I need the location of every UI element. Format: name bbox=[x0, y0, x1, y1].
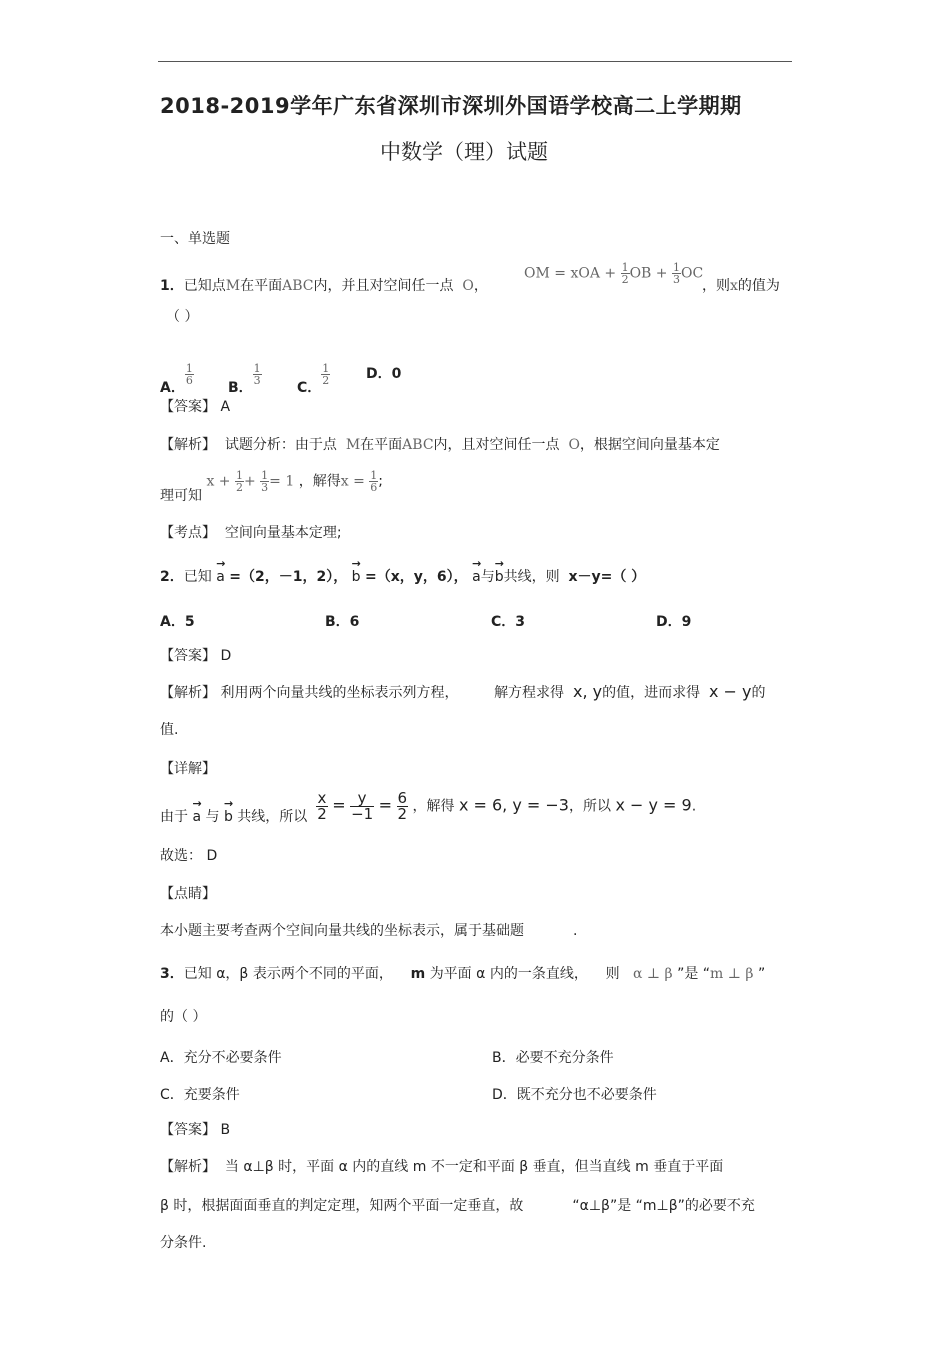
q1-option-b: B． $\frac{1}{3}$ bbox=[228, 362, 261, 396]
q1-comma: ， bbox=[473, 278, 488, 294]
q1-analysis-line-1: 【解析】 试题分析：由于点 M在平面ABC内，且对空间任一点 O，根据空间向量基本定 bbox=[160, 437, 720, 453]
q1-point-o: O bbox=[462, 278, 474, 294]
q3-analysis-line-1: 【解析】 当 α⊥β 时，平面 α 内的直线 m 不一定和平面 β 垂直，但当直线 m 垂直于平面 bbox=[160, 1159, 724, 1175]
q1-eq-part-c: OC bbox=[680, 265, 704, 282]
q2-option-a: A．5 bbox=[160, 614, 195, 630]
q2-analysis-line-2: 值. bbox=[160, 722, 179, 738]
q3-analysis-line-3: 分条件. bbox=[160, 1235, 207, 1251]
q3-answer: 【答案】 B bbox=[160, 1122, 231, 1138]
q2-option-b: B．6 bbox=[325, 614, 360, 630]
q2-note: 本小题主要考查两个空间向量共线的坐标表示，属于基础题 . bbox=[160, 923, 578, 939]
q2-frac-y: $\frac{y}{-1}$ bbox=[351, 789, 374, 823]
q2-answer: 【答案】 D bbox=[160, 648, 232, 664]
top-rule bbox=[158, 61, 792, 62]
q1-eq-part-b: OB + bbox=[629, 265, 668, 282]
q1-plane-abc: ABC bbox=[282, 278, 314, 294]
q1-stem-end bbox=[702, 275, 780, 295]
q3-option-d: D．既不充分也不必要条件 bbox=[492, 1087, 657, 1103]
section-heading: 一、单选题 bbox=[160, 231, 230, 247]
q2-vector-a: → a bbox=[216, 569, 225, 585]
q3-stem: 3．已知 α，β 表示两个不同的平面， m 为平面 α 内的一条直线， 则 α ⊥ β ”是 “m ⊥ β ” bbox=[160, 966, 766, 982]
q3-analysis-line-2: β 时，根据面面垂直的判定定理，知两个平面一定垂直，故 “α⊥β”是 “m⊥β”的必要不充 bbox=[160, 1198, 755, 1214]
q3-option-a: A．充分不必要条件 bbox=[160, 1050, 282, 1066]
q2-note-label: 【点睛】 bbox=[160, 886, 216, 902]
q2-stem: 2．已知 → a =（2，－1，2）， → b =（x，y，6）， → a与→ b共线，则 x－y=（ ） bbox=[160, 566, 645, 586]
q1-text-2: 在平面 bbox=[240, 278, 283, 294]
q1-paren: （ ） bbox=[166, 309, 199, 325]
q3-stem-end: 的（ ） bbox=[160, 1009, 207, 1025]
q1-option-c-fraction: $\frac{1}{2}$ bbox=[322, 362, 330, 387]
q1-option-c: C． $\frac{1}{2}$ bbox=[297, 362, 330, 396]
q1-eq-part-a: OM = xOA + bbox=[524, 265, 617, 282]
q1-text-1: 已知点 bbox=[183, 278, 226, 294]
q1-number: 1． bbox=[160, 278, 184, 294]
q1-text-4: ，则 bbox=[702, 278, 730, 294]
title-line-1: 2018-2019学年广东省深圳市深圳外国语学校高二上学期期 bbox=[160, 94, 742, 118]
title-line-2: 中数学（理）试题 bbox=[380, 140, 548, 164]
q2-option-c: C．3 bbox=[491, 614, 526, 630]
q1-option-a: A． $\frac{1}{6}$ bbox=[160, 362, 193, 396]
q2-frac-x: $\frac{x}{2}$ bbox=[317, 789, 327, 823]
q1-point-m: M bbox=[225, 278, 241, 294]
q1-var-x: x bbox=[730, 278, 738, 294]
q1-option-a-fraction: $\frac{1}{6}$ bbox=[185, 362, 193, 387]
q3-option-b: B．必要不充分条件 bbox=[492, 1050, 614, 1066]
q2-option-d: D．9 bbox=[656, 614, 692, 630]
q1-eq-half: $\frac{1}{2}$ bbox=[621, 261, 629, 286]
q1-analysis-line-2: 理可知 x + $\frac{1}{2}$ + $\frac{1}{3}$ = 1 ，解得x = $\frac{1}{6}$ ; bbox=[160, 469, 383, 504]
q1-text-3: 内，并且对空间任一点 bbox=[313, 278, 454, 294]
q1-keypoint: 【考点】 空间向量基本定理; bbox=[160, 525, 342, 541]
q2-vector-b: → b bbox=[352, 569, 361, 585]
q2-choose: 故选： D bbox=[160, 848, 218, 864]
q1-analysis-half: $\frac{1}{2}$ bbox=[235, 469, 243, 494]
q1-analysis-sixth: $\frac{1}{6}$ bbox=[370, 469, 378, 494]
q2-analysis-line-1: 【解析】 利用两个向量共线的坐标表示列方程， 解方程求得 x, y的值，进而求得 x − y的 bbox=[160, 682, 766, 701]
q1-option-d: D．0 bbox=[366, 366, 402, 382]
q1-stem bbox=[160, 275, 488, 295]
q2-detail-label: 【详解】 bbox=[160, 761, 216, 777]
q2-detail-line: 由于 → a 与 → b 共线，所以 $\frac{x}{2}$ = $\frac{y}{-1}$ = $\frac{6}{2}$ ，解得 x = 6, y = −3，所以 x − y = 9. bbox=[160, 791, 696, 822]
q1-vector-equation bbox=[524, 262, 703, 285]
q1-option-b-fraction: $\frac{1}{3}$ bbox=[253, 362, 261, 387]
q1-analysis-third: $\frac{1}{3}$ bbox=[261, 469, 269, 494]
q1-eq-third: $\frac{1}{3}$ bbox=[672, 261, 680, 286]
q2-frac-6: $\frac{6}{2}$ bbox=[397, 789, 408, 823]
q1-text-5: 的值为 bbox=[737, 278, 780, 294]
q3-option-c: C．充要条件 bbox=[160, 1087, 240, 1103]
q1-answer: 【答案】 A bbox=[160, 399, 231, 415]
